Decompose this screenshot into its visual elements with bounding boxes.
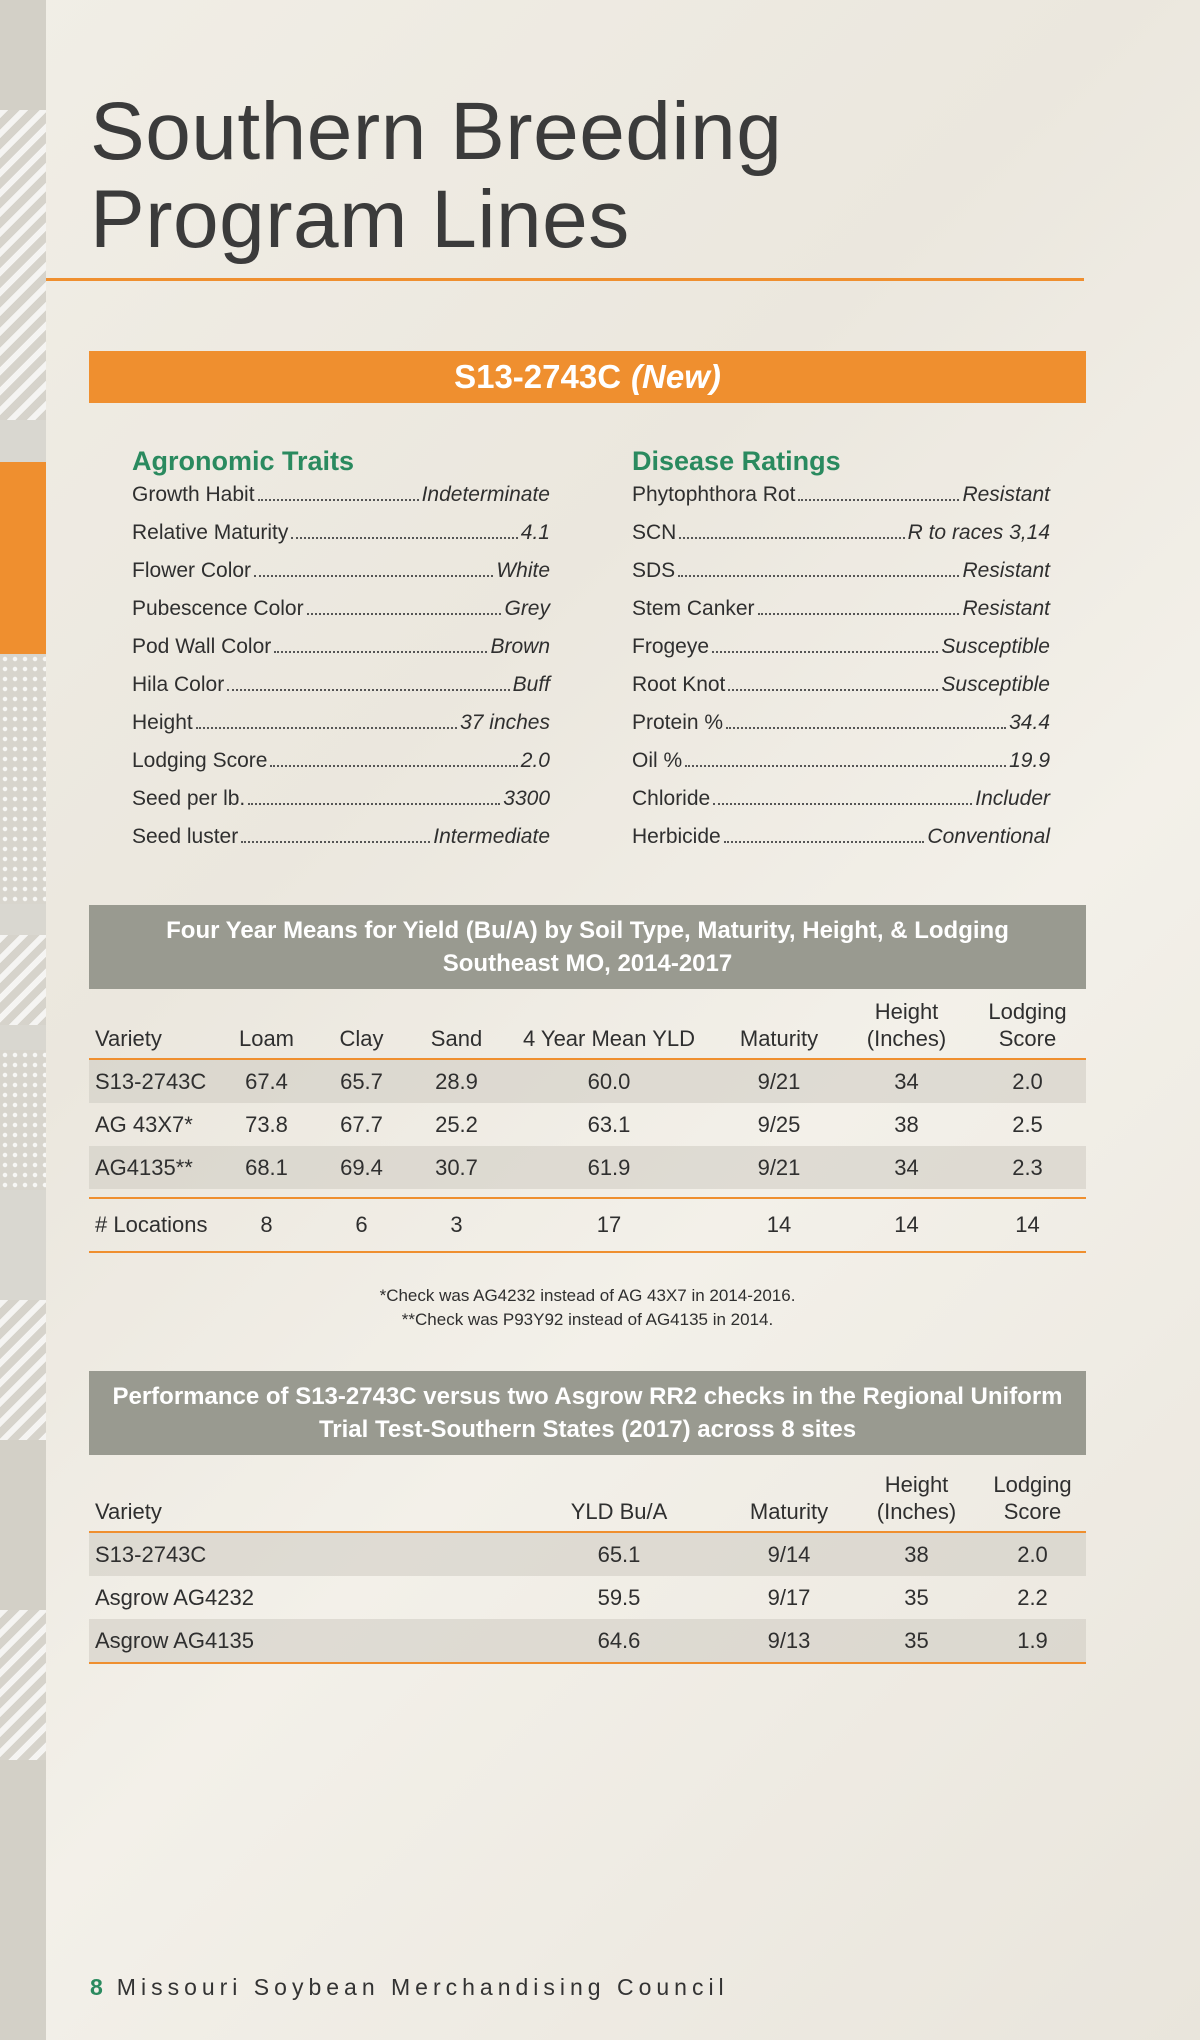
table2-heading — [89, 1371, 1086, 1455]
trait-label: Herbicide — [632, 825, 721, 848]
title-line-2: Program Lines — [90, 174, 630, 265]
table-cell: Asgrow AG4232 — [95, 1584, 254, 1610]
trait-label: Growth Habit — [132, 483, 255, 506]
trait-label: Stem Canker — [632, 597, 755, 620]
trait-label: Relative Maturity — [132, 521, 289, 544]
table-cell: AG 43X7* — [95, 1111, 193, 1137]
col-loam: Loam — [219, 992, 314, 1059]
footnote-1: *Check was AG4232 instead of AG 43X7 in 2014-2016. — [379, 1286, 796, 1305]
table-cell: 6 — [314, 1198, 409, 1252]
trait-row — [132, 749, 550, 787]
leader-dots — [196, 727, 457, 729]
table-cell: 35 — [904, 1584, 929, 1610]
table-cell: 25.2 — [435, 1111, 478, 1137]
trait-row — [132, 787, 550, 825]
trait-row — [632, 483, 1050, 521]
table1-heading — [89, 905, 1086, 989]
col-height-line2: (Inches) — [876, 1499, 957, 1524]
footnote-2: **Check was P93Y92 instead of AG4135 in 2014. — [401, 1310, 774, 1329]
trait-row — [632, 521, 1050, 559]
trait-value: Susceptible — [941, 635, 1050, 658]
trait-label: Chloride — [632, 787, 711, 810]
table-row — [89, 1619, 1086, 1663]
trait-row — [632, 635, 1050, 673]
trait-value: Indeterminate — [421, 483, 550, 506]
trait-row — [632, 787, 1050, 825]
leader-dots — [685, 765, 1006, 767]
table-cell: 8 — [219, 1198, 314, 1252]
leader-dots — [254, 575, 493, 577]
table-cell: 3 — [409, 1198, 504, 1252]
table2-heading-line2: Trial Test-Southern States (2017) across 8 sites — [318, 1416, 857, 1443]
col-lodging — [979, 1465, 1086, 1532]
leader-dots — [678, 575, 959, 577]
trait-value: Grey — [504, 597, 550, 620]
table-cell: 9/21 — [714, 1146, 844, 1189]
table-cell: 1.9 — [979, 1619, 1086, 1663]
table-cell: 2.5 — [1012, 1111, 1043, 1137]
table-cell: 2.0 — [979, 1532, 1086, 1576]
col-lodging-line2: Score — [998, 1026, 1057, 1051]
leader-dots — [270, 765, 517, 767]
table1-header-row — [89, 992, 1086, 1059]
table-cell: 9/25 — [757, 1111, 801, 1137]
leader-dots — [274, 651, 487, 653]
leader-dots — [248, 803, 500, 805]
table-cell: 65.1 — [514, 1532, 724, 1576]
title-divider — [46, 278, 1084, 281]
table-cell: 67.4 — [219, 1059, 314, 1103]
page-number: 8 — [90, 1974, 103, 2000]
trait-value: White — [496, 559, 550, 582]
trait-label: Seed luster — [132, 825, 239, 848]
table-cell: 34 — [844, 1146, 969, 1189]
leader-dots — [758, 613, 960, 615]
trait-row — [132, 673, 550, 711]
variety-new-tag: (New) — [631, 358, 721, 395]
trait-value: 2.0 — [520, 749, 550, 772]
trait-row — [132, 483, 550, 521]
col-mean: 4 Year Mean YLD — [504, 992, 714, 1059]
trait-label: SCN — [632, 521, 677, 544]
trait-label: Pubescence Color — [132, 597, 304, 620]
table-cell: 63.1 — [587, 1111, 631, 1137]
table-cell: 64.6 — [514, 1619, 724, 1663]
title-line-1: Southern Breeding — [90, 86, 783, 177]
table-cell: 2.3 — [969, 1146, 1086, 1189]
leader-dots — [241, 841, 430, 843]
leader-dots — [258, 499, 419, 501]
trait-value: Conventional — [927, 825, 1050, 848]
leader-dots — [227, 689, 509, 691]
trait-label: Oil % — [632, 749, 683, 772]
table-spacer — [89, 1189, 1086, 1198]
leader-dots — [679, 537, 904, 539]
trait-value: Intermediate — [433, 825, 550, 848]
table-cell: 73.8 — [245, 1111, 288, 1137]
table-cell: 67.7 — [340, 1111, 383, 1137]
page-title — [90, 88, 782, 264]
col-variety: Variety — [89, 992, 219, 1059]
yield-means-table — [89, 992, 1086, 1253]
col-lodging-line2: Score — [1003, 1499, 1062, 1524]
leader-dots — [726, 727, 1006, 729]
table1-heading-line1: Four Year Means for Yield (Bu/A) by Soil Type, Maturity, Height, & Lodging — [166, 917, 1009, 944]
trait-value: Includer — [975, 787, 1050, 810]
table-cell: 17 — [504, 1198, 714, 1252]
agronomic-traits — [132, 446, 550, 863]
col-height-line1: Height — [874, 999, 939, 1024]
trait-value: 37 inches — [460, 711, 550, 734]
col-lodging — [969, 992, 1086, 1059]
table-cell: 65.7 — [314, 1059, 409, 1103]
table-cell: 68.1 — [219, 1146, 314, 1189]
trait-row — [132, 559, 550, 597]
trait-label: Frogeye — [632, 635, 710, 658]
col-lodging-line1: Lodging — [988, 999, 1067, 1024]
trait-label: Root Knot — [632, 673, 726, 696]
col-variety: Variety — [89, 1465, 514, 1532]
trait-label: SDS — [632, 559, 676, 582]
trait-row — [132, 635, 550, 673]
table-cell: 61.9 — [504, 1146, 714, 1189]
leader-dots — [798, 499, 959, 501]
table-cell: 14 — [714, 1198, 844, 1252]
trait-row — [632, 559, 1050, 597]
table-cell: 9/13 — [724, 1619, 854, 1663]
trait-row — [632, 825, 1050, 863]
table-cell: 2.2 — [1017, 1584, 1048, 1610]
leader-dots — [728, 689, 938, 691]
col-height — [854, 1465, 979, 1532]
trait-label: Flower Color — [132, 559, 252, 582]
table-cell: S13-2743C — [89, 1532, 514, 1576]
trait-row — [132, 711, 550, 749]
trait-value: Resistant — [962, 483, 1050, 506]
page-footer — [90, 1974, 729, 2001]
trait-label: Lodging Score — [132, 749, 268, 772]
trait-value: Resistant — [962, 559, 1050, 582]
locations-row — [89, 1198, 1086, 1252]
table-cell: 14 — [969, 1198, 1086, 1252]
table-row — [89, 1532, 1086, 1576]
table-cell: 28.9 — [409, 1059, 504, 1103]
trait-row — [132, 521, 550, 559]
table-cell: 38 — [894, 1111, 919, 1137]
col-maturity: Maturity — [714, 992, 844, 1059]
table-cell: # Locations — [89, 1198, 219, 1252]
table2-heading-line1: Performance of S13-2743C versus two Asgrow RR2 checks in the Regional Uniform — [112, 1383, 1063, 1410]
col-yld: YLD Bu/A — [514, 1465, 724, 1532]
table-cell: 38 — [854, 1532, 979, 1576]
trait-label: Seed per lb. — [132, 787, 246, 810]
trait-label: Hila Color — [132, 673, 225, 696]
table-cell: AG4135** — [89, 1146, 219, 1189]
trait-value: Resistant — [962, 597, 1050, 620]
trait-value: R to races 3,14 — [907, 521, 1050, 544]
variety-banner — [89, 351, 1086, 403]
table-cell: 69.4 — [314, 1146, 409, 1189]
col-sand: Sand — [409, 992, 504, 1059]
trait-value: 3300 — [503, 787, 550, 810]
leader-dots — [713, 803, 972, 805]
table-row — [89, 1576, 1086, 1619]
disease-ratings — [632, 446, 1050, 863]
table-cell: 59.5 — [597, 1584, 641, 1610]
trait-row — [632, 711, 1050, 749]
table2-header-row — [89, 1465, 1086, 1532]
table-row — [89, 1059, 1086, 1103]
table-cell: 9/21 — [714, 1059, 844, 1103]
table-cell: 60.0 — [504, 1059, 714, 1103]
trait-value: 4.1 — [520, 521, 550, 544]
trait-label: Phytophthora Rot — [632, 483, 796, 506]
trait-row — [632, 673, 1050, 711]
col-height-line2: (Inches) — [866, 1026, 947, 1051]
trait-value: 19.9 — [1009, 749, 1050, 772]
trait-row — [632, 597, 1050, 635]
table-cell: S13-2743C — [89, 1059, 219, 1103]
col-height-line1: Height — [884, 1472, 949, 1497]
variety-name: S13-2743C — [454, 358, 622, 395]
agronomic-heading: Agronomic Traits — [132, 446, 355, 476]
table-cell: 14 — [844, 1198, 969, 1252]
leader-dots — [712, 651, 938, 653]
table1-heading-line2: Southeast MO, 2014-2017 — [442, 950, 733, 977]
table-row — [89, 1146, 1086, 1189]
trait-row — [632, 749, 1050, 787]
col-clay: Clay — [314, 992, 409, 1059]
table-cell: 34 — [844, 1059, 969, 1103]
footer-org: Missouri Soybean Merchandising Council — [116, 1974, 729, 2000]
orange-accent-bar — [0, 462, 46, 654]
trait-label: Height — [132, 711, 193, 734]
leader-dots — [724, 841, 925, 843]
table-cell: 35 — [854, 1619, 979, 1663]
table-cell: 30.7 — [409, 1146, 504, 1189]
col-maturity: Maturity — [724, 1465, 854, 1532]
table1-footnotes — [89, 1284, 1086, 1332]
trait-row — [132, 597, 550, 635]
disease-heading: Disease Ratings — [632, 446, 841, 476]
trait-value: Buff — [512, 673, 550, 696]
trait-label: Protein % — [632, 711, 724, 734]
col-lodging-line1: Lodging — [993, 1472, 1072, 1497]
trait-label: Pod Wall Color — [132, 635, 272, 658]
regional-performance-table — [89, 1465, 1086, 1664]
table-cell: 9/14 — [724, 1532, 854, 1576]
table-cell: Asgrow AG4135 — [89, 1619, 514, 1663]
table-row — [89, 1103, 1086, 1146]
trait-value: Brown — [490, 635, 550, 658]
leader-dots — [291, 537, 517, 539]
trait-value: 34.4 — [1009, 711, 1050, 734]
decorative-sidebar — [0, 0, 46, 2040]
trait-row — [132, 825, 550, 863]
col-height — [844, 992, 969, 1059]
table-cell: 2.0 — [969, 1059, 1086, 1103]
trait-value: Susceptible — [941, 673, 1050, 696]
table-cell: 9/17 — [767, 1584, 811, 1610]
leader-dots — [307, 613, 502, 615]
